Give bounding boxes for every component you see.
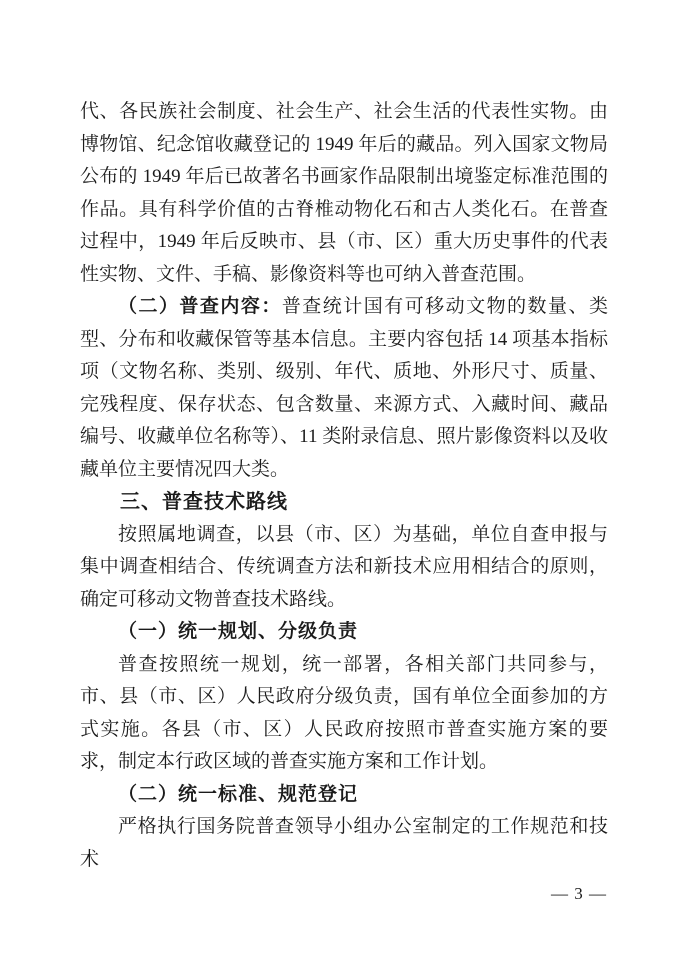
document-body xyxy=(80,96,608,876)
section-heading-technical-route: 三、普查技术路线 xyxy=(120,491,288,513)
paragraph-census-content-label: （二）普查内容： xyxy=(118,296,282,317)
page-number: — 3 — xyxy=(551,884,607,903)
subsection-heading-unified-planning: （一）统一规划、分级负责 xyxy=(118,621,359,642)
subsection-heading-unified-standards: （二）统一标准、规范登记 xyxy=(118,783,359,805)
paragraph-census-content-body: 普查统计国有可移动文物的数量、类型、分布和收藏保管等基本信息。主要内容包括 14 项基本指标项（文物名称、类别、级别、年代、质地、外形尺寸、质量、完残程度、保存状态、包含数量、来源方式、入藏时间、藏品编号、收藏单位名称等）、11 类附录信息、照片影像资料以及收藏单位主要情况四大类。 xyxy=(80,296,608,480)
paragraph-unified-standards: 严格执行国务院普查领导小组办公室制定的工作规范和技术 xyxy=(80,816,608,870)
paragraph-technical-route: 按照属地调查，以县（市、区）为基础，单位自查申报与集中调查相结合、传统调查方法和新技术应用相结合的原则，确定可移动文物普查技术路线。 xyxy=(80,523,608,610)
paragraph-unified-planning: 普查按照统一规划，统一部署，各相关部门共同参与，市、县（市、区）人民政府分级负责，国有单位全面参加的方式实施。各县（市、区）人民政府按照市普查实施方案的要求，制定本行政区域的普查实施方案和工作计划。 xyxy=(80,653,608,772)
paragraph-census-scope-continuation: 代、各民族社会制度、社会生产、社会生活的代表性实物。由博物馆、纪念馆收藏登记的 1949 年后的藏品。列入国家文物局公布的 1949 年后已故著名书画家作品限制出境鉴定标准范围的作品。具有科学价值的古脊椎动物化石和古人类化石。在普查过程中，1949 年后反映市、县（市、区）重大历史事件的代表性实物、文件、手稿、影像资料等也可纳入普查范围。 xyxy=(80,101,608,285)
paragraph-census-content xyxy=(80,291,608,486)
